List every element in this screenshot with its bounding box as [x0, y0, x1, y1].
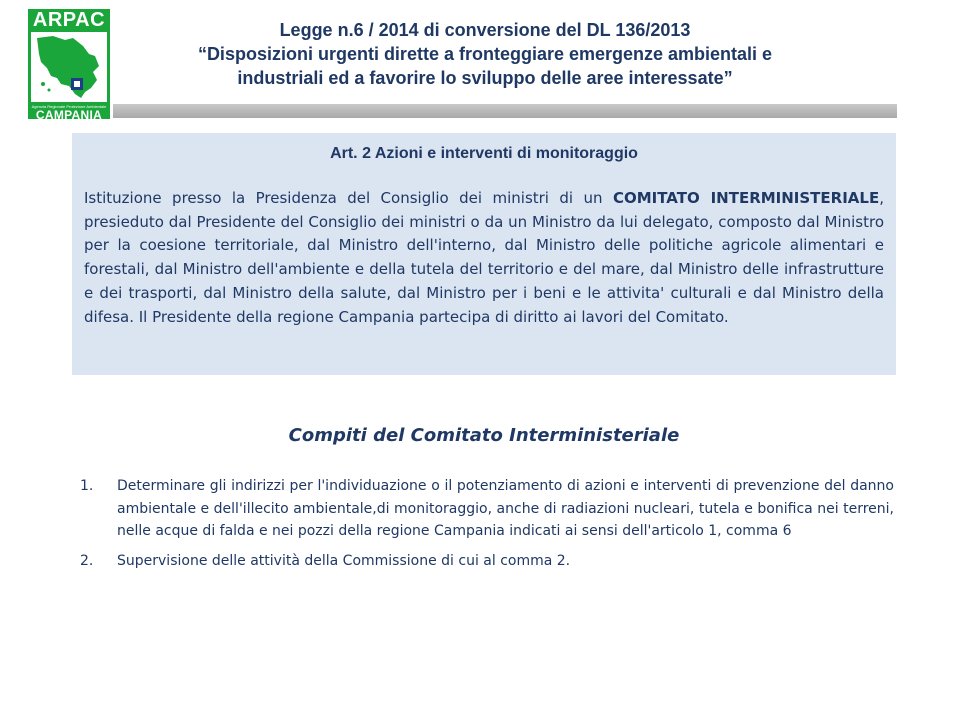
header-divider — [113, 104, 897, 118]
title-line-2: “Disposizioni urgenti dirette a fronteggiare emergenze ambientali e — [197, 44, 773, 64]
logo-subtitle: Agenzia Regionale Protezione Ambientale — [31, 104, 107, 109]
compiti-list — [80, 475, 894, 580]
article-text-end: , presieduto dal Presidente del Consiglio dei ministri o da un Ministro da lui delegato, composto dal Ministro per la coesione territoriale, dal Ministro dell'interno, dal Ministro delle politiche agricole alimentari e forestali, dal Ministro dell'ambiente e della tutela del territorio e del mare, dal Ministro delle infrastrutture e dei trasporti, dal Ministro della salute, dal Ministro per i beni e le attivita' culturali e dal Ministro della difesa. Il Presidente della regione Campania partecipa di diritto ai lavori del Comitato. — [84, 189, 884, 326]
article-text-bold: COMITATO INTERMINISTERIALE — [612, 189, 880, 207]
campania-map-icon — [31, 32, 107, 102]
logo-top-text: ARPAC — [32, 9, 106, 31]
page-title — [130, 18, 840, 90]
article-text — [84, 187, 884, 329]
article-box — [72, 133, 896, 375]
article-title: Art. 2 Azioni e interventi di monitoraggio — [330, 145, 638, 162]
list-item — [80, 550, 894, 573]
section-title: Compiti del Comitato Interministeriale — [288, 425, 680, 446]
logo-bottom-text: CAMPANIA — [35, 108, 103, 122]
list-item-text: Supervisione delle attività della Commissione di cui al comma 2. — [117, 553, 571, 570]
list-item-text: Determinare gli indirizzi per l'individuazione o il potenziamento di azioni e interventi di prevenzione del danno ambientale e dell'illecito ambientale,di monitoraggio, anche di radiazioni nucleari, tutela e bonifica nei terreni, nelle acque di falda e nei pozzi della regione Campania indicati ai sensi dell'articolo 1, comma 6 — [117, 478, 894, 540]
article-text-start: Istituzione presso la Presidenza del Consiglio dei ministri di un — [84, 189, 613, 207]
arpac-logo — [28, 9, 110, 122]
title-line-3: industriali ed a favorire lo sviluppo delle aree interessate” — [237, 68, 733, 88]
list-item-number: 1. — [80, 478, 94, 494]
list-item — [80, 475, 894, 543]
title-line-1: Legge n.6 / 2014 di conversione del DL 136/2013 — [279, 20, 691, 40]
list-item-number: 2. — [80, 553, 94, 570]
